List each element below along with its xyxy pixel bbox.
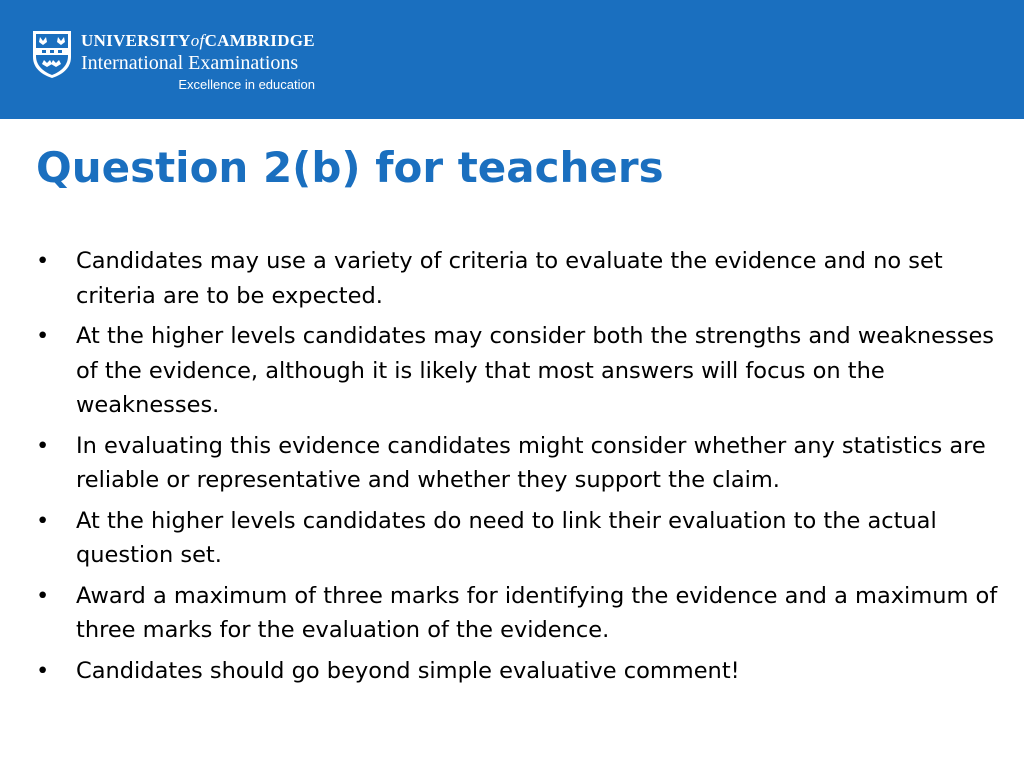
bullet-item xyxy=(36,504,1004,573)
bullet-list xyxy=(36,244,1004,694)
bullet-item xyxy=(36,319,1004,423)
bullet-marker: • xyxy=(36,248,50,274)
cambridge-crest-icon xyxy=(31,29,73,79)
bullet-marker: • xyxy=(36,323,50,349)
header-band xyxy=(0,0,1024,119)
bullet-marker: • xyxy=(36,432,50,459)
institution-tagline: Excellence in education xyxy=(178,77,315,92)
bullet-marker: • xyxy=(36,582,50,609)
bullet-text: In evaluating this evidence candidates might consider whether any statistics are reliable or representative and whether they support the claim. xyxy=(76,432,986,493)
bullet-item xyxy=(36,429,1004,498)
bullet-item xyxy=(36,579,1004,648)
bullet-marker: • xyxy=(36,507,50,534)
institution-wordmark xyxy=(81,31,315,95)
bullet-text: At the higher levels candidates may consider both the strengths and weaknesses of the evidence, although it is likely that most answers will focus on the weaknesses. xyxy=(76,323,995,418)
bullet-item xyxy=(36,654,1004,689)
institution-subname: International Examinations xyxy=(81,52,299,74)
bullet-text: At the higher levels candidates do need to link their evaluation to the actual question set. xyxy=(76,507,937,568)
institution-name: UNIVERSITYofCAMBRIDGE xyxy=(81,31,315,50)
bullet-marker: • xyxy=(36,657,50,684)
bullet-text: Award a maximum of three marks for identifying the evidence and a maximum of three marks for the evaluation of the evidence. xyxy=(76,582,998,643)
slide-title: Question 2(b) for teachers xyxy=(36,143,664,192)
bullet-item xyxy=(36,244,1004,313)
bullet-text: Candidates should go beyond simple evaluative comment! xyxy=(76,657,740,684)
bullet-text: Candidates may use a variety of criteria to evaluate the evidence and no set criteria are to be expected. xyxy=(76,248,943,309)
